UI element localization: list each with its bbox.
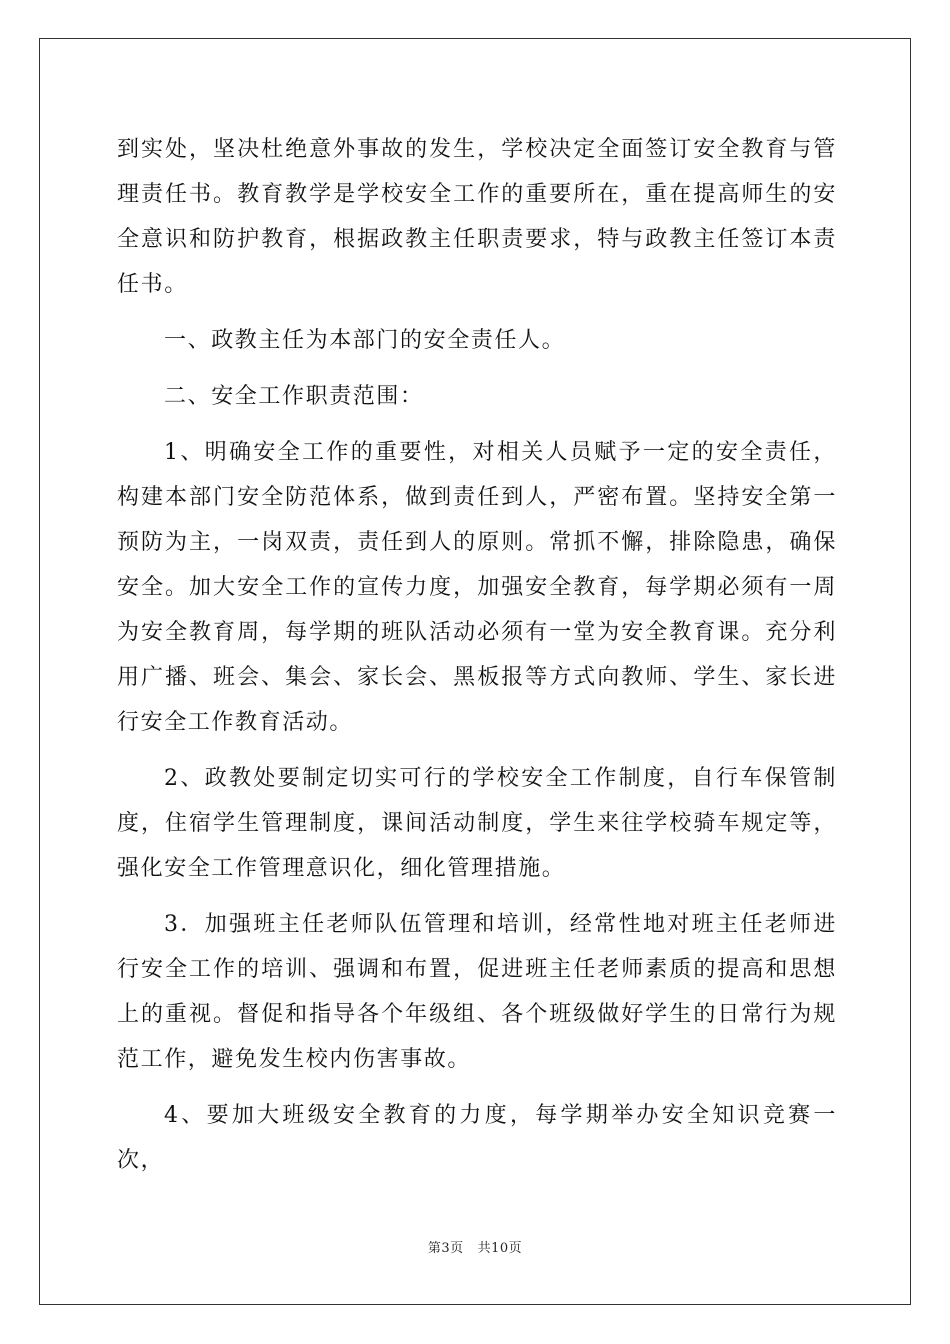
paragraph: 一、政教主任为本部门的安全责任人。 xyxy=(164,328,566,353)
page-number: 第3页 xyxy=(427,1241,464,1256)
paragraph: 4、要加大班级安全教育的力度，每学期举办安全知识竞赛一次， xyxy=(117,1103,837,1173)
page-total: 共10页 xyxy=(477,1241,523,1256)
document-body xyxy=(117,127,837,1183)
paragraph: 3．加强班主任老师队伍管理和培训，经常性地对班主任老师进行安全工作的培训、强调和布置，促进班主任老师素质的提高和思想上的重视。督促和指导各个年级组、各个班级做好学生的日常行为规范工作，避免发生校内伤害事故。 xyxy=(117,912,837,1072)
paragraph: 到实处，坚决杜绝意外事故的发生，学校决定全面签订安全教育与管理责任书。教育教学是学校安全工作的重要所在，重在提高师生的安全意识和防护教育，根据政教主任职责要求，特与政教主任签订本责任书。 xyxy=(117,137,837,297)
paragraph: 2、政教处要制定切实可行的学校安全工作制度，自行车保管制度，住宿学生管理制度，课间活动制度，学生来往学校骑车规定等，强化安全工作管理意识化，细化管理措施。 xyxy=(117,766,837,881)
paragraph: 1、明确安全工作的重要性，对相关人员赋予一定的安全责任，构建本部门安全防范体系，做到责任到人，严密布置。坚持安全第一预防为主，一岗双责，责任到人的原则。常抓不懈，排除隐患，确保安全。加大安全工作的宣传力度，加强安全教育，每学期必须有一周为安全教育周，每学期的班队活动必须有一堂为安全教育课。充分利用广播、班会、集会、家长会、黑板报等方式向教师、学生、家长进行安全工作教育活动。 xyxy=(117,440,837,735)
page-footer xyxy=(0,1239,950,1259)
paragraph: 二、安全工作职责范围： xyxy=(164,384,424,409)
